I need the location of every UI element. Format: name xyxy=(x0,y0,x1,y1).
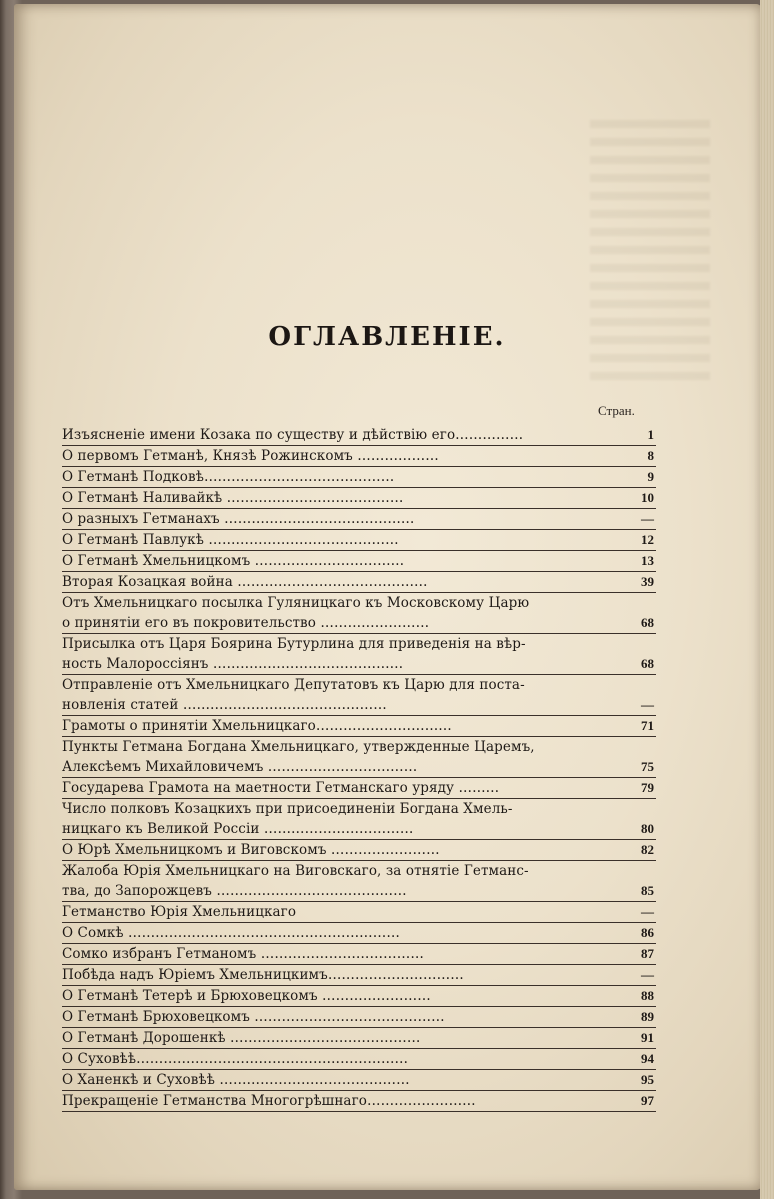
toc-entry xyxy=(62,1028,656,1049)
toc-entry xyxy=(62,902,656,923)
toc-entry xyxy=(62,509,656,530)
table-of-contents xyxy=(62,425,656,1112)
toc-entry-page: 82 xyxy=(641,842,654,857)
toc-entry xyxy=(62,675,656,716)
toc-entry-title: Грамоты о принятіи Хмельницкаго………………………… xyxy=(62,718,452,734)
toc-entry xyxy=(62,572,656,593)
toc-entry-page: — xyxy=(641,697,654,712)
toc-entry-title: О Гетманѣ Тетерѣ и Брюховецкомъ …………………… xyxy=(62,988,431,1004)
pages-column-header: Стран. xyxy=(598,403,635,418)
toc-entry-page: 1 xyxy=(647,427,654,442)
toc-entry-page: 68 xyxy=(641,656,654,671)
toc-entry-title: О Юрѣ Хмельницкомъ и Виговскомъ …………………… xyxy=(62,842,440,858)
toc-entry xyxy=(62,716,656,737)
toc-entry-page: 80 xyxy=(641,821,654,836)
toc-entry-title: Жалоба Юрія Хмельницкаго на Виговскаго, за отнятіе Гетманс- тва, до Запорожцевъ …………………………………… xyxy=(62,863,529,899)
toc-entry xyxy=(62,737,656,778)
toc-entry xyxy=(62,840,656,861)
toc-entry-page: 88 xyxy=(641,988,654,1003)
toc-entry-page: — xyxy=(641,904,654,919)
toc-entry-page: 71 xyxy=(641,718,654,733)
toc-entry-page: 79 xyxy=(641,780,654,795)
toc-entry-page: 9 xyxy=(647,469,654,484)
toc-entry-page: 89 xyxy=(641,1009,654,1024)
toc-entry xyxy=(62,861,656,902)
toc-entry-title: О Сомкѣ …………………………………………………… xyxy=(62,925,400,941)
toc-entry xyxy=(62,530,656,551)
toc-entry-title: О Гетманѣ Дорошенкѣ …………………………………… xyxy=(62,1030,421,1046)
toc-entry-title: Пункты Гетмана Богдана Хмельницкаго, утвержденные Царемъ, Алексѣемъ Михайловичемъ …………………………… xyxy=(62,739,535,775)
toc-entry-title: О Гетманѣ Брюховецкомъ …………………………………… xyxy=(62,1009,445,1025)
toc-entry xyxy=(62,593,656,634)
toc-entry-title: Гетманство Юрія Хмельницкаго xyxy=(62,904,297,920)
toc-entry xyxy=(62,1007,656,1028)
toc-entry-title: О Ханенкѣ и Суховѣѣ …………………………………… xyxy=(62,1072,410,1088)
page-edges xyxy=(760,0,774,1199)
toc-entry-title: О Гетманѣ Наливайкѣ ………………………………… xyxy=(62,490,404,506)
toc-entry-page: 10 xyxy=(641,490,654,505)
toc-entry-page: 95 xyxy=(641,1072,654,1087)
toc-entry-page: 86 xyxy=(641,925,654,940)
toc-entry-page: 75 xyxy=(641,759,654,774)
toc-entry xyxy=(62,425,656,446)
toc-entry-page: 13 xyxy=(641,553,654,568)
toc-entry-title: Побѣда надъ Юріемъ Хмельницкимъ………………………… xyxy=(62,967,464,983)
toc-entry-page: — xyxy=(641,511,654,526)
toc-entry-title: Государева Грамота на маетности Гетманскаго уряду ……… xyxy=(62,780,500,796)
toc-entry xyxy=(62,986,656,1007)
toc-entry xyxy=(62,965,656,986)
toc-entry-page: 85 xyxy=(641,883,654,898)
toc-entry-title: Вторая Козацкая война …………………………………… xyxy=(62,574,428,590)
toc-entry-page: 68 xyxy=(641,615,654,630)
toc-entry-title: О Гетманѣ Подковѣ…………………………………… xyxy=(62,469,395,485)
toc-entry xyxy=(62,778,656,799)
toc-entry-page: 12 xyxy=(641,532,654,547)
toc-entry xyxy=(62,551,656,572)
toc-entry xyxy=(62,799,656,840)
toc-entry xyxy=(62,944,656,965)
toc-entry-title: Присылка отъ Царя Боярина Бутурлина для приведенія на вѣр- ность Малороссіянъ …………………………………… xyxy=(62,636,526,672)
toc-entry-title: Число полковъ Козацкихъ при присоединеніи Богдана Хмель- ницкаго къ Великой Россіи …………………………… xyxy=(62,801,513,837)
toc-entry-page: — xyxy=(641,967,654,982)
toc-entry-page: 87 xyxy=(641,946,654,961)
toc-entry-page: 91 xyxy=(641,1030,654,1045)
toc-entry-page: 94 xyxy=(641,1051,654,1066)
toc-entry xyxy=(62,467,656,488)
toc-entry-title: О первомъ Гетманѣ, Князѣ Рожинскомъ ……………… xyxy=(62,448,439,464)
toc-entry xyxy=(62,923,656,944)
toc-entry-title: Отправленіе отъ Хмельницкаго Депутатовъ къ Царю для поста- новленія статей ……………………………………… xyxy=(62,677,525,713)
page-title: ОГЛАВЛЕНІЕ. xyxy=(268,322,506,352)
toc-entry-title: О Гетманѣ Павлукѣ …………………………………… xyxy=(62,532,399,548)
toc-entry-title: Отъ Хмельницкаго посылка Гуляницкаго къ Московскому Царю о принятіи его въ покровительство …………………… xyxy=(62,595,530,631)
toc-entry xyxy=(62,1049,656,1070)
toc-entry xyxy=(62,446,656,467)
toc-entry-title: О разныхъ Гетманахъ …………………………………… xyxy=(62,511,415,527)
toc-entry xyxy=(62,1091,656,1112)
toc-entry-title: Изъясненіе имени Козака по существу и дѣйствію его…………… xyxy=(62,427,524,443)
toc-entry xyxy=(62,1070,656,1091)
toc-entry-title: О Гетманѣ Хмельницкомъ …………………………… xyxy=(62,553,405,569)
toc-entry-title: Прекращеніе Гетманства Многогрѣшнаго…………………… xyxy=(62,1093,476,1109)
toc-entry xyxy=(62,634,656,675)
toc-entry-page: 39 xyxy=(641,574,654,589)
toc-entry-title: О Суховѣѣ…………………………………………………… xyxy=(62,1051,409,1067)
toc-entry-title: Сомко избранъ Гетманомъ ……………………………… xyxy=(62,946,424,962)
toc-entry xyxy=(62,488,656,509)
toc-entry-page: 8 xyxy=(647,448,654,463)
toc-entry-page: 97 xyxy=(641,1093,654,1108)
